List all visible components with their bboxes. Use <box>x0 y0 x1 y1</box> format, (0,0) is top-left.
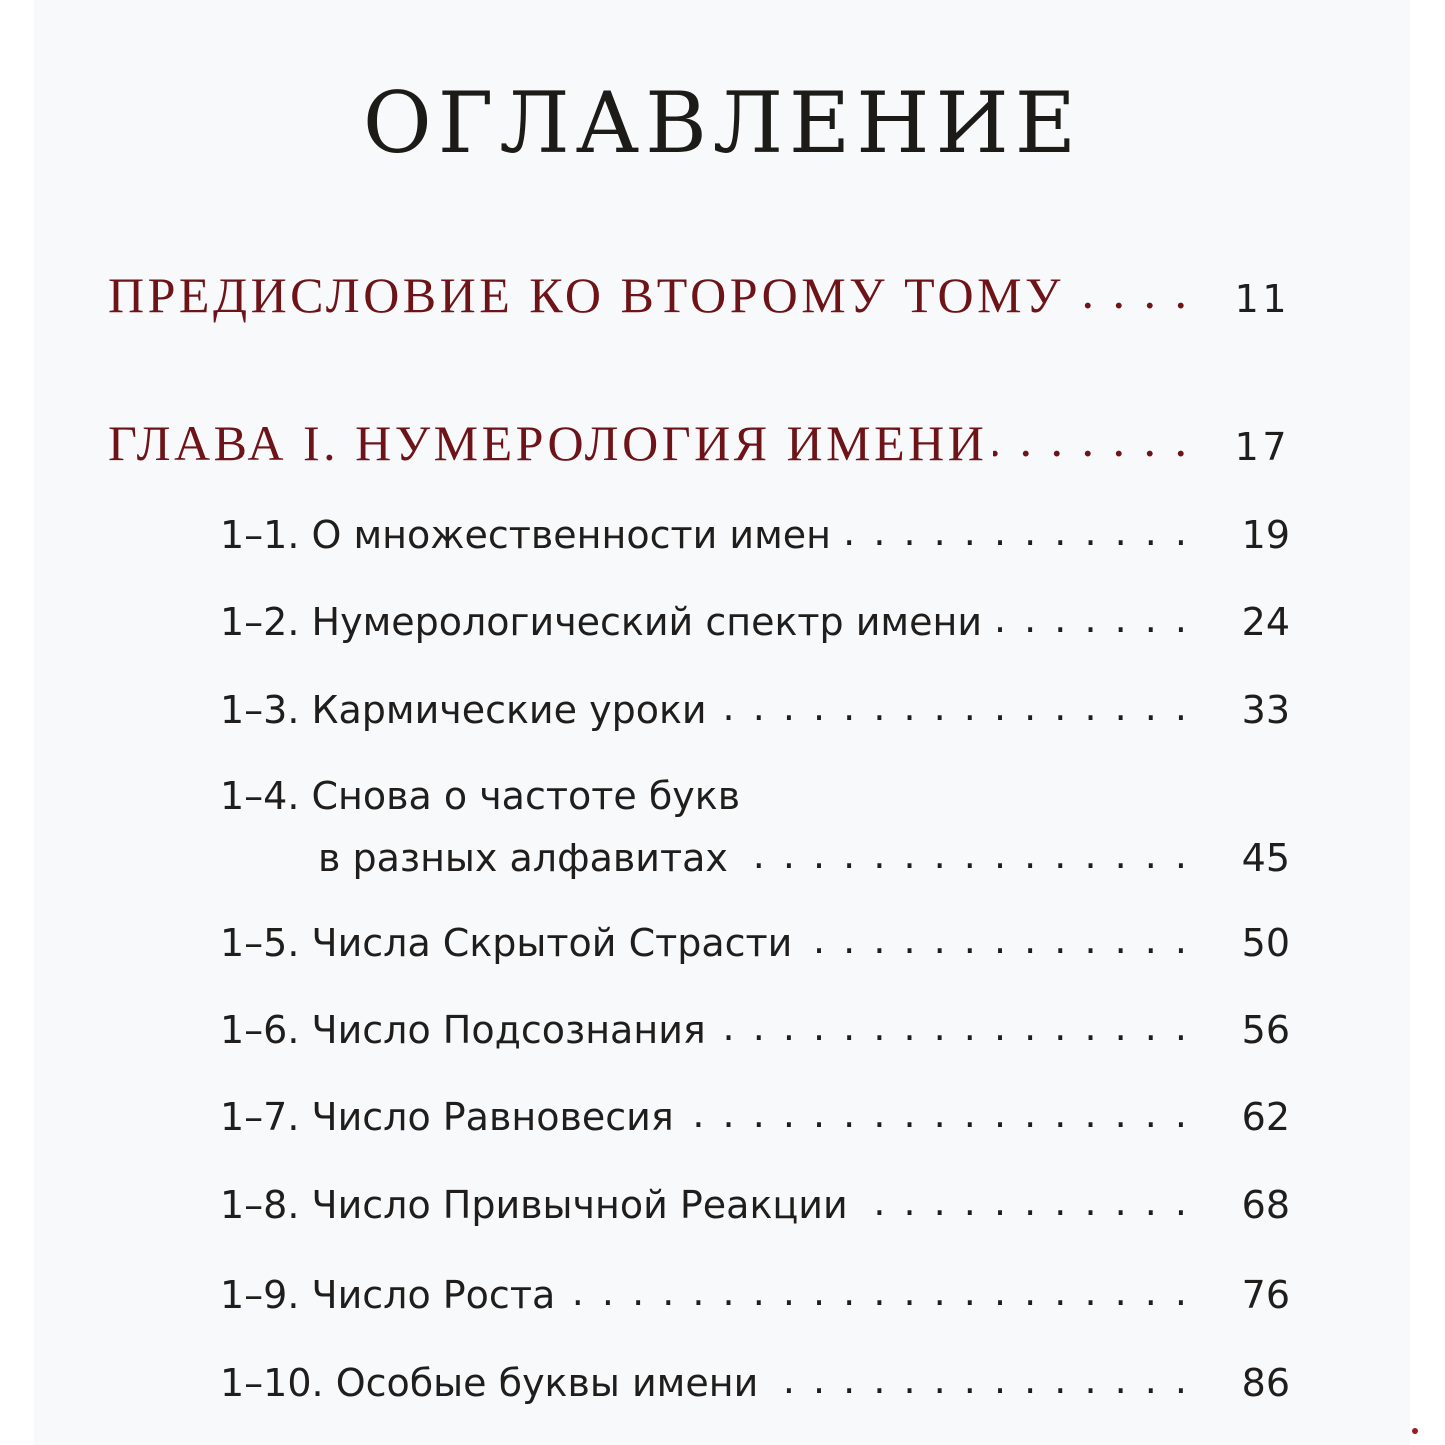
dot-leader <box>837 510 1190 548</box>
dot-leader <box>561 1270 1190 1308</box>
toc-entry[interactable] <box>220 685 1290 732</box>
toc-page-number: 33 <box>1241 688 1290 732</box>
toc-entry-label: 1–1. О множественности имен <box>220 513 832 557</box>
toc-entry[interactable] <box>220 1358 1290 1405</box>
toc-entry[interactable] <box>220 1180 1290 1227</box>
toc-page-number: 50 <box>1241 921 1290 965</box>
toc-entry[interactable] <box>220 510 1290 557</box>
dot-leader <box>798 918 1190 956</box>
toc-page-number: 68 <box>1241 1183 1290 1227</box>
toc-entry-label: 1–10. Особые буквы имени <box>220 1361 759 1405</box>
toc-entry-label: 1–8. Число Привычной Реакции <box>220 1183 848 1227</box>
dot-leader <box>988 597 1190 635</box>
toc-entry-label: 1–2. Нумерологический спектр имени <box>220 600 983 644</box>
dot-leader <box>680 1092 1190 1130</box>
toc-entry-first-line[interactable] <box>220 774 1290 818</box>
dot-leader <box>854 1180 1190 1218</box>
toc-page-number: 19 <box>1241 513 1290 557</box>
toc-entry[interactable] <box>220 1092 1290 1139</box>
page-title: ОГЛАВЛЕНИЕ <box>362 74 1083 173</box>
toc-entry-label: 1–9. Число Роста <box>220 1273 556 1317</box>
dot-leader <box>764 1358 1190 1396</box>
toc-page-number: 24 <box>1241 600 1290 644</box>
toc-entry[interactable] <box>220 918 1290 965</box>
toc-page-number: 62 <box>1241 1095 1290 1139</box>
toc-entry-label-continuation: в разных алфавитах <box>318 836 728 880</box>
dot-leader <box>713 685 1190 723</box>
toc-page-number: 76 <box>1241 1273 1290 1317</box>
toc-page-number: 17 <box>1234 425 1290 469</box>
toc-section-label: ПРЕДИСЛОВИЕ КО ВТОРОМУ ТОМУ <box>108 267 1064 323</box>
toc-section-preface[interactable] <box>108 262 1290 324</box>
toc-section-chapter-1[interactable] <box>108 410 1290 472</box>
toc-page-number: 86 <box>1241 1361 1290 1405</box>
toc-entry-label: 1–3. Кармические уроки <box>220 688 707 732</box>
toc-entry[interactable] <box>220 597 1290 644</box>
toc-page-number: 45 <box>1241 836 1290 880</box>
toc-section-label: ГЛАВА I. НУМЕРОЛОГИЯ ИМЕНИ <box>108 415 988 471</box>
toc-entry[interactable] <box>220 1270 1290 1317</box>
dot-leader <box>734 833 1190 871</box>
toc-entry[interactable] <box>220 1005 1290 1052</box>
dot-leader <box>993 410 1190 460</box>
toc-page-number: 56 <box>1241 1008 1290 1052</box>
toc-entry-label: 1–4. Снова о частоте букв <box>220 774 741 818</box>
toc-entry-label: 1–7. Число Равновесия <box>220 1095 674 1139</box>
toc-entry-label: 1–6. Число Подсознания <box>220 1008 706 1052</box>
decorative-dot <box>1412 1428 1418 1434</box>
dot-leader <box>1070 262 1190 312</box>
toc-entry-label: 1–5. Числа Скрытой Страсти <box>220 921 793 965</box>
toc-page-number: 11 <box>1234 277 1290 321</box>
toc-entry[interactable] <box>318 833 1290 880</box>
dot-leader <box>712 1005 1190 1043</box>
